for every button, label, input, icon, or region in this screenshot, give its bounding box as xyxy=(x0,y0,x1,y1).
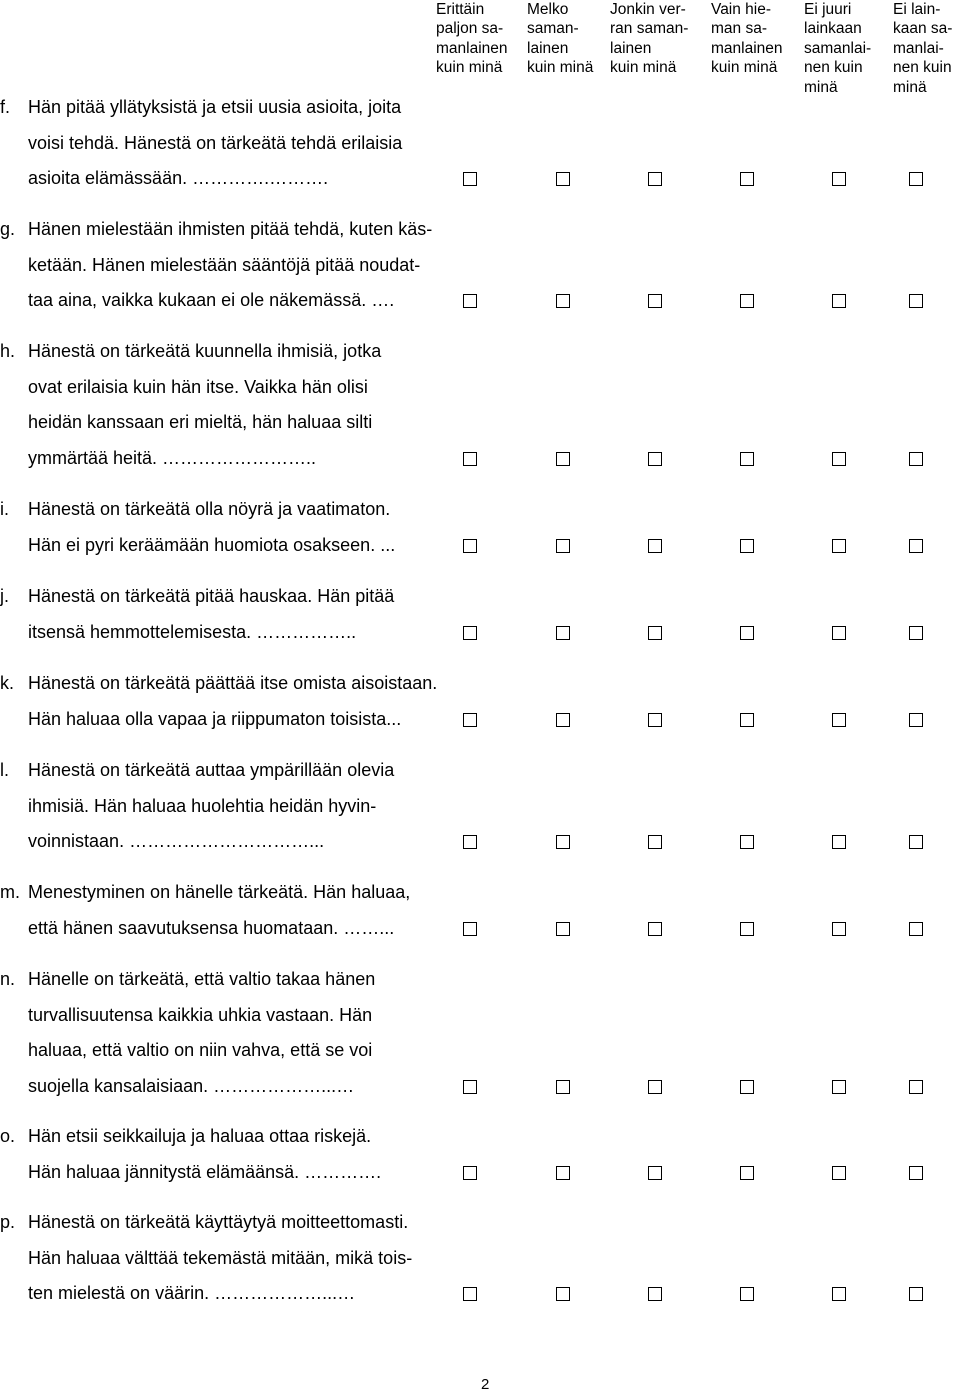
answer-checkbox-3[interactable] xyxy=(648,922,662,936)
question-text-line: Hän pitää yllätyksistä ja etsii uusia asioita, joita xyxy=(28,97,402,117)
column-header-1 xyxy=(436,0,508,78)
column-header-line: nen kuin xyxy=(893,59,952,77)
question-text-line: ihmisiä. Hän haluaa huolehtia heidän hyvin- xyxy=(28,795,377,816)
column-header-line: kuin minä xyxy=(436,59,503,77)
answer-checkbox-6[interactable] xyxy=(909,1166,923,1180)
answer-checkbox-4[interactable] xyxy=(740,626,754,640)
column-header-line: samanlai- xyxy=(804,39,872,57)
answer-checkbox-4[interactable] xyxy=(740,835,754,849)
answer-checkbox-6[interactable] xyxy=(909,922,923,936)
column-header-line: Melko xyxy=(527,1,569,18)
question-text-line: Hänestä on tärkeätä käyttäytyä moitteettomasti. xyxy=(28,1212,409,1232)
question-text-line: heidän kanssaan eri mieltä, hän haluaa silti xyxy=(28,412,373,432)
column-header-line: minä xyxy=(804,78,838,96)
answer-checkbox-4[interactable] xyxy=(740,922,754,936)
answer-checkbox-1[interactable] xyxy=(463,1287,477,1301)
column-header-5 xyxy=(804,0,871,97)
question-letter: n. xyxy=(0,969,16,989)
page-number: 2 xyxy=(481,1376,490,1393)
column-header-line: lainkaan xyxy=(804,20,862,38)
question-text-line: että hänen saavutuksensa huomataan. ……... xyxy=(28,917,395,938)
question-letter: m. xyxy=(0,882,20,902)
answer-checkbox-1[interactable] xyxy=(463,1166,477,1180)
answer-checkbox-5[interactable] xyxy=(832,294,846,308)
question-letter: l. xyxy=(0,760,9,780)
question-text-line: turvallisuutensa kaikkia uhkia vastaan. Hän xyxy=(28,1004,373,1025)
answer-checkbox-1[interactable] xyxy=(463,835,477,849)
answer-checkbox-6[interactable] xyxy=(909,626,923,640)
answer-checkbox-2[interactable] xyxy=(556,1287,570,1301)
column-header-line: manlainen xyxy=(436,39,508,57)
question-letter: h. xyxy=(0,341,16,361)
answer-checkbox-1[interactable] xyxy=(463,626,477,640)
answer-checkbox-2[interactable] xyxy=(556,539,570,553)
column-header-line: nen kuin xyxy=(804,59,863,77)
question-text-line: Hänen mielestään ihmisten pitää tehdä, kuten käs- xyxy=(28,219,433,239)
column-header-line: kuin minä xyxy=(610,59,677,77)
column-header-line: Jonkin ver- xyxy=(610,1,686,18)
question-letter: k. xyxy=(0,673,15,693)
question-text-line: Hän haluaa jännitystä elämäänsä. …………. xyxy=(28,1161,382,1182)
answer-checkbox-4[interactable] xyxy=(740,452,754,466)
question-text-line: Hänelle on tärkeätä, että valtio takaa hänen xyxy=(28,969,376,989)
answer-checkbox-3[interactable] xyxy=(648,539,662,553)
answer-checkbox-4[interactable] xyxy=(740,713,754,727)
question-letter: o. xyxy=(0,1126,16,1146)
answer-checkbox-4[interactable] xyxy=(740,539,754,553)
answer-checkbox-6[interactable] xyxy=(909,452,923,466)
answer-checkbox-6[interactable] xyxy=(909,294,923,308)
answer-checkbox-6[interactable] xyxy=(909,835,923,849)
answer-checkbox-1[interactable] xyxy=(463,172,477,186)
question-text-line: Hänestä on tärkeätä auttaa ympärillään olevia xyxy=(28,760,395,780)
answer-checkbox-6[interactable] xyxy=(909,1287,923,1301)
answer-checkbox-6[interactable] xyxy=(909,713,923,727)
column-header-line: lainen xyxy=(527,39,569,57)
answer-checkbox-2[interactable] xyxy=(556,294,570,308)
answer-checkbox-4[interactable] xyxy=(740,1166,754,1180)
question-letter: g. xyxy=(0,219,16,239)
column-header-4 xyxy=(711,0,783,78)
question-letter: j. xyxy=(0,586,9,606)
answer-checkbox-5[interactable] xyxy=(832,539,846,553)
question-text-line: asioita elämässään. ………….………. xyxy=(28,168,329,188)
answer-checkbox-4[interactable] xyxy=(740,294,754,308)
answer-checkbox-1[interactable] xyxy=(463,1080,477,1094)
question-text-line: ten mielestä on väärin. ………………...… xyxy=(28,1283,356,1303)
column-header-line: saman- xyxy=(527,20,579,38)
answer-checkbox-2[interactable] xyxy=(556,713,570,727)
column-header-line: manlainen xyxy=(711,39,783,57)
answer-checkbox-3[interactable] xyxy=(648,713,662,727)
answer-checkbox-3[interactable] xyxy=(648,1080,662,1094)
question-text-line: Hän haluaa olla vapaa ja riippumaton toisista... xyxy=(28,708,402,729)
question-text-line: Menestyminen on hänelle tärkeätä. Hän haluaa, xyxy=(28,882,411,902)
answer-checkbox-3[interactable] xyxy=(648,835,662,849)
question-letter: f. xyxy=(0,97,11,117)
answer-checkbox-2[interactable] xyxy=(556,1166,570,1180)
answer-checkbox-2[interactable] xyxy=(556,172,570,186)
answer-checkbox-5[interactable] xyxy=(832,172,846,186)
question-text-line: voisi tehdä. Hänestä on tärkeätä tehdä erilaisia xyxy=(28,132,403,153)
column-header-line: ran saman- xyxy=(610,20,689,38)
column-header-line: man sa- xyxy=(711,20,767,38)
question-text-line: Hänestä on tärkeätä kuunnella ihmisiä, jotka xyxy=(28,341,382,361)
answer-checkbox-5[interactable] xyxy=(832,835,846,849)
answer-checkbox-4[interactable] xyxy=(740,1080,754,1094)
answer-checkbox-3[interactable] xyxy=(648,452,662,466)
question-text-line: ovat erilaisia kuin hän itse. Vaikka hän olisi xyxy=(28,376,368,397)
answer-checkbox-2[interactable] xyxy=(556,626,570,640)
column-header-2 xyxy=(527,0,593,78)
answer-checkbox-1[interactable] xyxy=(463,539,477,553)
answer-checkbox-1[interactable] xyxy=(463,294,477,308)
column-header-line: lainen xyxy=(610,39,652,57)
column-header-line: minä xyxy=(893,78,927,96)
answer-checkbox-1[interactable] xyxy=(463,713,477,727)
column-header-line: Ei lain- xyxy=(893,1,941,18)
column-header-6 xyxy=(893,0,952,97)
answer-checkbox-2[interactable] xyxy=(556,1080,570,1094)
question-text-line: Hänestä on tärkeätä olla nöyrä ja vaatimaton. xyxy=(28,499,391,519)
column-header-line: Erittäin xyxy=(436,1,485,18)
answer-checkbox-4[interactable] xyxy=(740,1287,754,1301)
answer-checkbox-2[interactable] xyxy=(556,922,570,936)
answer-checkbox-5[interactable] xyxy=(832,452,846,466)
answer-checkbox-3[interactable] xyxy=(648,1166,662,1180)
answer-checkbox-3[interactable] xyxy=(648,172,662,186)
question-text-line: Hän ei pyri keräämään huomiota osakseen. ... xyxy=(28,534,396,555)
question-text-line: ketään. Hänen mielestään sääntöjä pitää noudat- xyxy=(28,254,421,275)
answer-checkbox-3[interactable] xyxy=(648,1287,662,1301)
question-text-line: suojella kansalaisiaan. ………………...… xyxy=(28,1075,355,1096)
question-text-line: voinnistaan. …………………………... xyxy=(28,831,325,851)
question-letter: i. xyxy=(0,499,9,519)
answer-checkbox-5[interactable] xyxy=(832,1287,846,1301)
column-header-line: kaan sa- xyxy=(893,20,953,38)
column-header-line: kuin minä xyxy=(527,59,594,77)
answer-checkbox-1[interactable] xyxy=(463,452,477,466)
column-header-line: kuin minä xyxy=(711,59,778,77)
answer-checkbox-5[interactable] xyxy=(832,1166,846,1180)
column-header-line: paljon sa- xyxy=(436,20,504,38)
answer-checkbox-3[interactable] xyxy=(648,294,662,308)
answer-checkbox-4[interactable] xyxy=(740,172,754,186)
answer-checkbox-5[interactable] xyxy=(832,1080,846,1094)
answer-checkbox-5[interactable] xyxy=(832,626,846,640)
question-text-line: ymmärtää heitä. …………………….. xyxy=(28,447,317,468)
question-text-line: Hänestä on tärkeätä päättää itse omista aisoistaan. xyxy=(28,673,438,693)
answer-checkbox-5[interactable] xyxy=(832,713,846,727)
answer-checkbox-6[interactable] xyxy=(909,172,923,186)
answer-checkbox-1[interactable] xyxy=(463,922,477,936)
column-header-line: Vain hie- xyxy=(711,1,772,18)
question-text-line: haluaa, että valtio on niin vahva, että se voi xyxy=(28,1040,373,1060)
question-text-line: Hänestä on tärkeätä pitää hauskaa. Hän pitää xyxy=(28,586,395,606)
column-header-3 xyxy=(610,0,688,78)
question-text-line: Hän etsii seikkailuja ja haluaa ottaa riskejä. xyxy=(28,1126,372,1146)
answer-checkbox-3[interactable] xyxy=(648,626,662,640)
question-text-line: taa aina, vaikka kukaan ei ole näkemässä. …. xyxy=(28,290,395,310)
answer-checkbox-2[interactable] xyxy=(556,835,570,849)
answer-checkbox-6[interactable] xyxy=(909,539,923,553)
answer-checkbox-6[interactable] xyxy=(909,1080,923,1094)
answer-checkbox-2[interactable] xyxy=(556,452,570,466)
column-header-line: Ei juuri xyxy=(804,1,852,18)
question-letter: p. xyxy=(0,1212,16,1232)
column-header-line: manlai- xyxy=(893,39,944,57)
answer-checkbox-5[interactable] xyxy=(832,922,846,936)
question-text-line: Hän haluaa välttää tekemästä mitään, mikä tois- xyxy=(28,1247,413,1268)
question-text-line: itsensä hemmottelemisesta. …………….. xyxy=(28,621,357,642)
